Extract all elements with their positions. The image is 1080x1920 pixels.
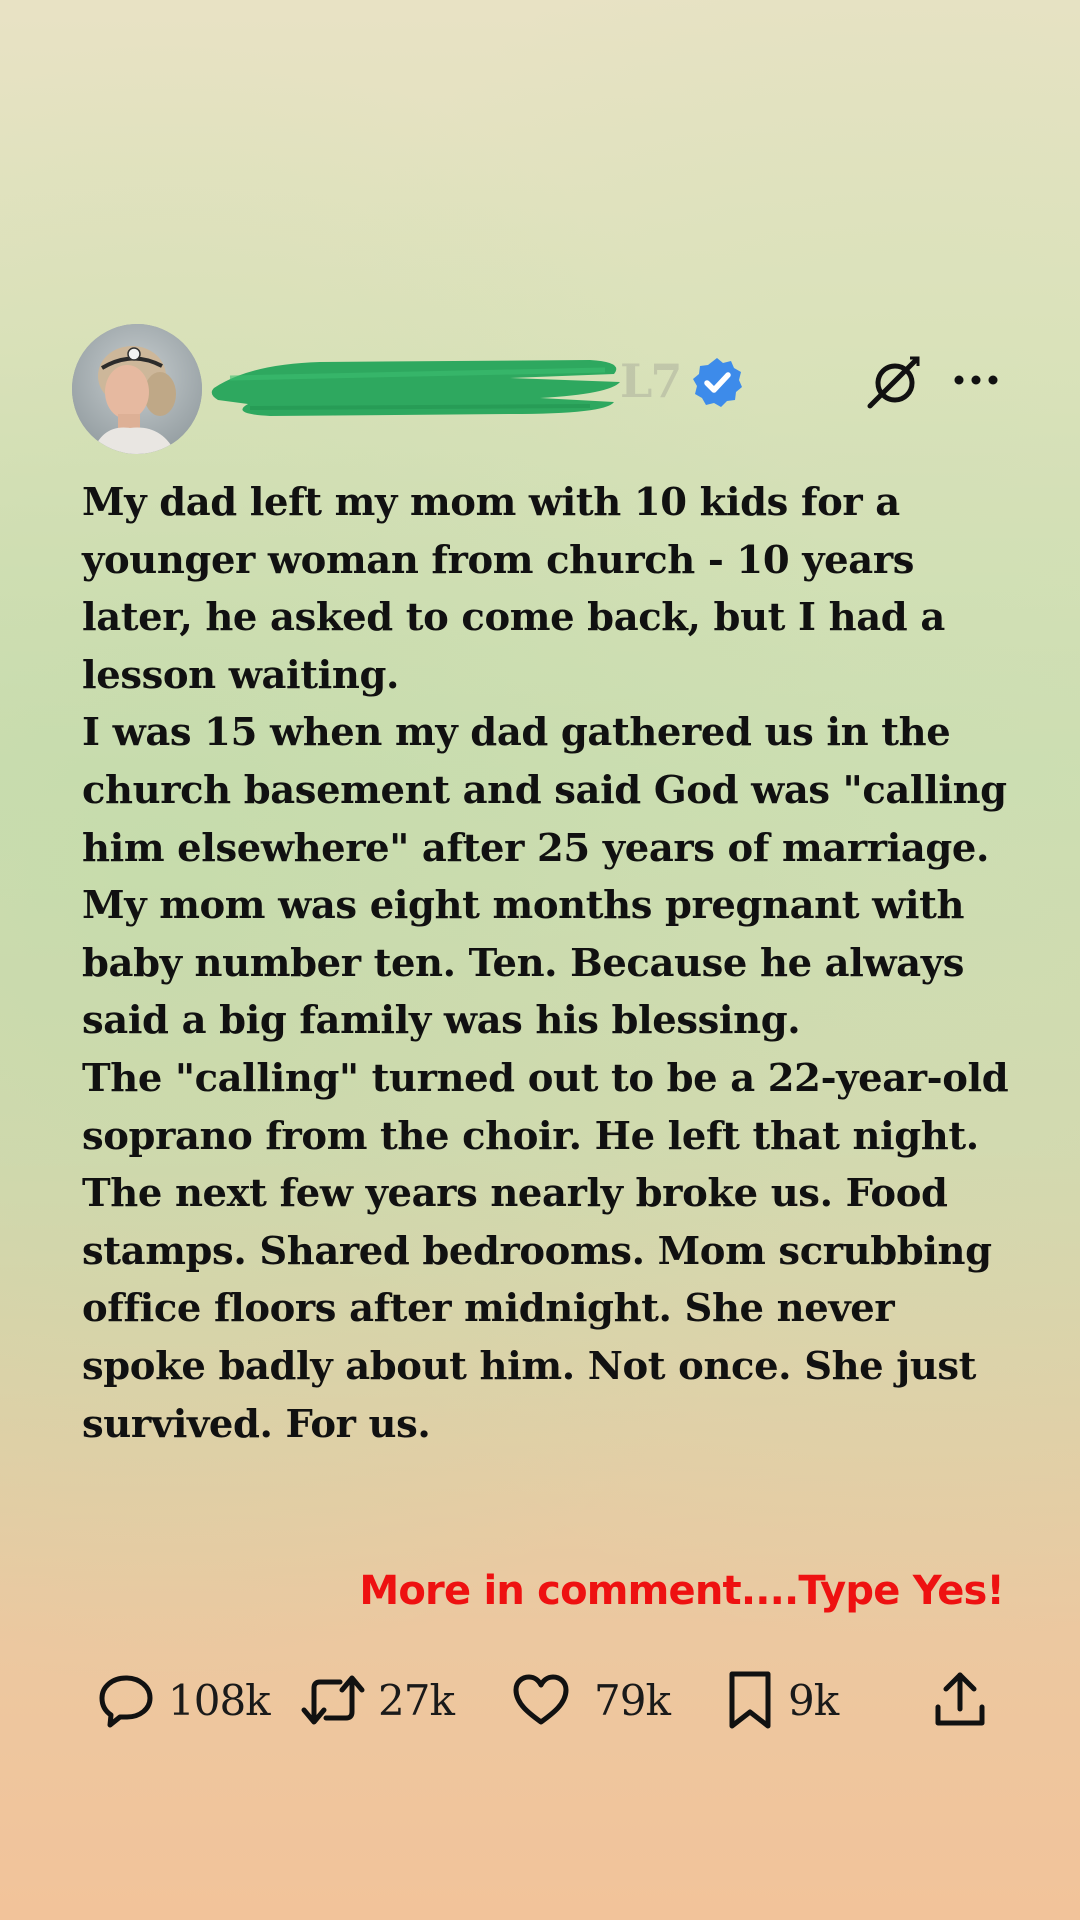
like-button[interactable]: [510, 1662, 670, 1738]
post-paragraph: My mom was eight months pregnant with baby number ten. Ten. Because he always said a big family was his blessing.: [82, 883, 965, 1044]
share-button[interactable]: [930, 1662, 990, 1738]
bookmark-button[interactable]: [724, 1662, 838, 1738]
reply-icon: [96, 1670, 156, 1730]
verified-badge-icon: [690, 355, 744, 409]
more-options-icon[interactable]: [950, 362, 1002, 398]
like-count: 79k: [594, 1675, 670, 1725]
post-paragraph: The next few years nearly broke us. Food stamps. Shared bedrooms. Mom scrubbing office floors after midnight. She never spoke badly about him. Not once. She just survived. For us.: [82, 1171, 992, 1447]
bookmark-count: 9k: [788, 1675, 839, 1725]
repost-button[interactable]: [300, 1662, 454, 1738]
avatar[interactable]: [72, 324, 202, 454]
repost-icon: [300, 1670, 366, 1730]
heart-icon: [510, 1670, 572, 1730]
action-bar: [0, 1662, 1080, 1738]
avatar-portrait-icon: [72, 324, 202, 454]
redaction-brush-icon: [210, 348, 630, 424]
reply-count: 108k: [168, 1675, 270, 1725]
grok-icon[interactable]: [866, 354, 924, 410]
post-paragraph: I was 15 when my dad gathered us in the church basement and said God was "calling him elsewhere" after 25 years of marriage.: [82, 710, 1007, 871]
bookmark-icon: [724, 1668, 776, 1732]
reply-button[interactable]: [96, 1662, 270, 1738]
post-text: [82, 474, 1012, 1453]
post-paragraph: My dad left my mom with 10 kids for a younger woman from church - 10 years later, he asked to come back, but I had a lesson waiting.: [82, 480, 945, 698]
repost-count: 27k: [378, 1675, 454, 1725]
author-handle-fragment: L7: [620, 354, 681, 408]
redacted-author-name[interactable]: [210, 348, 630, 424]
post-paragraph: The "calling" turned out to be a 22-year-old soprano from the choir. He left that night.: [82, 1055, 1009, 1159]
share-icon: [930, 1669, 990, 1731]
comment-call-to-action: More in comment....Type Yes!: [359, 1568, 1004, 1614]
